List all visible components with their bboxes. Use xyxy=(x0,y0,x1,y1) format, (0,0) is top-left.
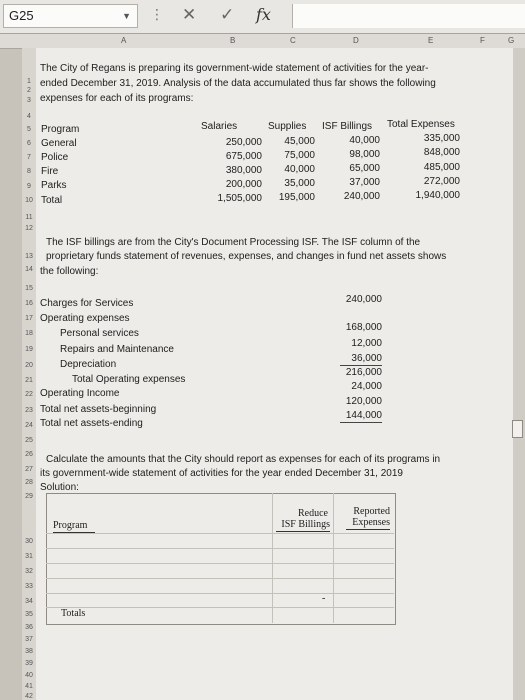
row-header-31[interactable]: 31 xyxy=(25,553,33,560)
isf-value: 216,000 xyxy=(345,367,382,378)
table-cell: 240,000 xyxy=(343,191,380,202)
table-cell: 195,000 xyxy=(278,192,315,203)
table-gridline xyxy=(333,493,334,623)
program-header-underline xyxy=(53,532,95,533)
table-cell: 40,000 xyxy=(349,135,380,146)
table-cell: 98,000 xyxy=(349,149,380,160)
row-header-33[interactable]: 33 xyxy=(25,583,33,590)
row-header-40[interactable]: 40 xyxy=(25,672,33,679)
row-header-36[interactable]: 36 xyxy=(25,624,33,631)
row-header-8[interactable]: 8 xyxy=(27,168,31,175)
table-gridline xyxy=(46,593,394,594)
row-header-23[interactable]: 23 xyxy=(25,407,33,414)
table-header-total-expenses: Total Expenses xyxy=(387,119,455,130)
column-header-e[interactable]: E xyxy=(428,36,434,45)
table-gridline xyxy=(46,607,394,608)
reduce-header-underline xyxy=(276,531,330,532)
row-header-1[interactable]: 1 xyxy=(27,78,31,85)
row-header-3[interactable]: 3 xyxy=(27,97,31,104)
solution-header-expenses: Expenses xyxy=(352,517,390,528)
row-header-10[interactable]: 10 xyxy=(25,197,33,204)
intro-line-1: The City of Regans is preparing its government-wide statement of activities for the year- xyxy=(40,63,429,74)
row-header-18[interactable]: 18 xyxy=(25,330,33,337)
isf-line-1: The ISF billings are from the City's Document Processing ISF. The ISF column of the xyxy=(46,237,421,248)
row-header-6[interactable]: 6 xyxy=(27,140,31,147)
table-header-program: Program xyxy=(41,124,80,135)
column-header-g[interactable]: G xyxy=(508,36,515,45)
isf-line-2: proprietary funds statement of revenues, expenses, and changes in fund net assets shows xyxy=(46,251,447,262)
isf-label: Operating expenses xyxy=(40,313,130,324)
table-cell: 40,000 xyxy=(284,164,315,175)
row-header-16[interactable]: 16 xyxy=(25,300,33,307)
name-box-value: G25 xyxy=(9,8,34,23)
table-row-label: Fire xyxy=(41,166,59,177)
row-header-41[interactable]: 41 xyxy=(25,683,33,690)
isf-label: Total Operating expenses xyxy=(72,374,186,385)
row-header-9[interactable]: 9 xyxy=(27,183,31,190)
solution-header-isf-billings: ISF Billings xyxy=(281,519,330,530)
table-cell: 1,505,000 xyxy=(217,193,262,204)
table-cell: 675,000 xyxy=(225,151,262,162)
row-header-32[interactable]: 32 xyxy=(25,568,33,575)
table-gridline xyxy=(46,563,394,564)
row-header-30[interactable]: 30 xyxy=(25,538,33,545)
row-header-11[interactable]: 11 xyxy=(25,214,33,221)
row-header-2[interactable]: 2 xyxy=(27,87,31,94)
table-row-label: Police xyxy=(41,152,69,163)
isf-value: 120,000 xyxy=(345,396,382,407)
cancel-edit-icon[interactable]: ✕ xyxy=(182,5,197,24)
insert-function-icon[interactable]: fx xyxy=(256,5,271,24)
isf-value: 168,000 xyxy=(345,322,382,333)
isf-label: Total net assets-beginning xyxy=(40,404,157,415)
row-header-15[interactable]: 15 xyxy=(25,285,33,292)
isf-line-3: the following: xyxy=(40,266,99,277)
solution-header-program: Program xyxy=(53,520,88,531)
selected-cell-g25[interactable] xyxy=(512,420,523,438)
isf-label: Depreciation xyxy=(60,359,117,370)
table-cell: 35,000 xyxy=(284,178,315,189)
column-header-b[interactable]: B xyxy=(230,36,236,45)
question-line-1: Calculate the amounts that the City should report as expenses for each of its programs in xyxy=(46,454,441,465)
table-gridline xyxy=(46,548,394,549)
row-header-39[interactable]: 39 xyxy=(25,660,33,667)
table-header-supplies: Supplies xyxy=(268,121,307,132)
row-header-19[interactable]: 19 xyxy=(25,346,33,353)
formula-input[interactable] xyxy=(292,4,525,28)
row-header-17[interactable]: 17 xyxy=(25,315,33,322)
table-cell: 272,000 xyxy=(423,176,460,187)
formula-bar xyxy=(0,0,525,34)
table-cell: 1,940,000 xyxy=(415,190,460,201)
row-header-21[interactable]: 21 xyxy=(25,377,33,384)
table-gridline xyxy=(272,493,273,623)
row-header-24[interactable]: 24 xyxy=(25,422,33,429)
table-cell: 485,000 xyxy=(423,162,460,173)
table-header-salaries: Salaries xyxy=(201,121,238,132)
more-options-icon[interactable]: ⋮ xyxy=(150,6,163,22)
row-header-29[interactable]: 29 xyxy=(25,493,33,500)
row-header-26[interactable]: 26 xyxy=(25,451,33,458)
column-header-c[interactable]: C xyxy=(290,36,296,45)
isf-label: Total net assets-ending xyxy=(40,418,143,429)
row-header-22[interactable]: 22 xyxy=(25,391,33,398)
table-cell: 335,000 xyxy=(423,133,460,144)
row-header-25[interactable]: 25 xyxy=(25,437,33,444)
chevron-down-icon[interactable]: ▼ xyxy=(122,11,131,21)
isf-label: Personal services xyxy=(60,328,139,339)
reported-header-underline xyxy=(346,529,390,530)
solution-label: Solution: xyxy=(40,482,79,493)
isf-label: Charges for Services xyxy=(40,298,134,309)
row-header-20[interactable]: 20 xyxy=(25,362,33,369)
intro-line-3: expenses for each of its programs: xyxy=(40,93,194,104)
row-header-27[interactable]: 27 xyxy=(25,466,33,473)
column-header-a[interactable]: A xyxy=(121,36,127,45)
table-gridline xyxy=(46,533,394,534)
totals-label: Totals xyxy=(61,608,86,619)
table-cell: 75,000 xyxy=(284,150,315,161)
name-box[interactable] xyxy=(3,4,138,28)
row-header-35[interactable]: 35 xyxy=(25,611,33,618)
isf-value: 144,000 xyxy=(345,410,382,421)
row-header-14[interactable]: 14 xyxy=(25,266,33,273)
row-header-34[interactable]: 34 xyxy=(25,598,33,605)
column-header-d[interactable]: D xyxy=(353,36,359,45)
isf-label: Operating Income xyxy=(40,388,120,399)
column-g-area xyxy=(513,48,525,700)
table-cell: 37,000 xyxy=(349,177,380,188)
row-header-4[interactable]: 4 xyxy=(27,113,31,120)
column-header-row xyxy=(0,34,525,49)
subtotal-underline xyxy=(340,365,382,366)
table-cell: 65,000 xyxy=(349,163,380,174)
table-row-label: General xyxy=(41,138,77,149)
table-cell: 200,000 xyxy=(225,179,262,190)
column-header-f[interactable]: F xyxy=(480,36,485,45)
table-gridline xyxy=(46,578,394,579)
isf-value: 24,000 xyxy=(351,381,382,392)
table-row-label: Parks xyxy=(41,180,67,191)
isf-value: 36,000 xyxy=(351,353,382,364)
row-header-37[interactable]: 37 xyxy=(25,636,33,643)
table-row-label: Total xyxy=(41,195,63,206)
row-header-5[interactable]: 5 xyxy=(27,126,31,133)
intro-line-2: ended December 31, 2019. Analysis of the data accumulated thus far shows the following xyxy=(40,78,436,89)
confirm-edit-icon[interactable]: ✓ xyxy=(220,5,235,24)
row-header-7[interactable]: 7 xyxy=(27,154,31,161)
row-header-38[interactable]: 38 xyxy=(25,648,33,655)
row-header-28[interactable]: 28 xyxy=(25,479,33,486)
question-line-2: its government-wide statement of activities for the year ended December 31, 2019 xyxy=(40,468,403,479)
active-cell-marker[interactable]: - xyxy=(322,593,326,604)
total-underline xyxy=(340,422,382,423)
isf-value: 240,000 xyxy=(345,294,382,305)
row-header-42[interactable]: 42 xyxy=(25,693,33,700)
table-header-isf-billings: ISF Billings xyxy=(322,121,373,132)
row-header-12[interactable]: 12 xyxy=(25,225,33,232)
solution-header-reported: Reported xyxy=(353,506,390,517)
table-cell: 380,000 xyxy=(225,165,262,176)
isf-label: Repairs and Maintenance xyxy=(60,344,174,355)
row-header-13[interactable]: 13 xyxy=(25,253,33,260)
table-cell: 45,000 xyxy=(284,136,315,147)
table-cell: 250,000 xyxy=(225,137,262,148)
solution-header-reduce: Reduce xyxy=(298,508,328,519)
table-cell: 848,000 xyxy=(423,147,460,158)
isf-value: 12,000 xyxy=(351,338,382,349)
